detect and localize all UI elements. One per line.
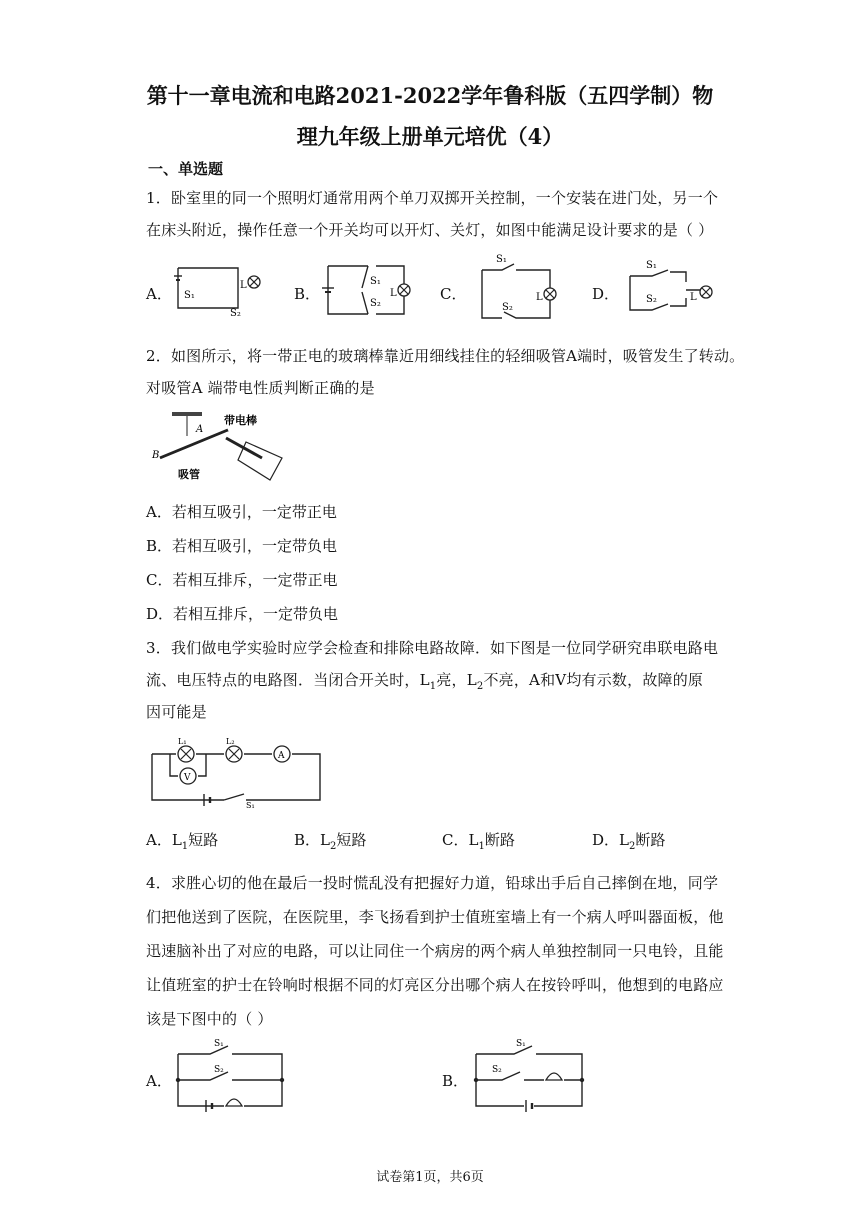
q2-text-line2: 对吸管A 端带电性质判断正确的是 [146, 379, 375, 397]
q1c-label-s2: S₂ [502, 302, 513, 313]
q1-text-line1: 1．卧室里的同一个照明灯通常用两个单刀双掷开关控制，一个安装在进门处，另一个 [146, 189, 719, 207]
page-title-line2: 理九年级上册单元培优（4） [296, 124, 564, 149]
q1-circuit-a [168, 258, 268, 320]
q3-label-l1: L₁ [178, 737, 187, 746]
q3-label-l2: L₂ [226, 737, 235, 746]
q1-text-line2: 在床头附近，操作任意一个开关均可以开灯、关灯，如图中能满足设计要求的是（ ） [146, 221, 714, 239]
q1-option-b[interactable]: B． [294, 285, 321, 303]
q1d-label-s2: S₂ [646, 294, 657, 305]
q1-option-c[interactable]: C． [440, 285, 467, 303]
q1d-label-s1: S₁ [646, 260, 657, 271]
section-heading: 一、单选题 [148, 160, 224, 178]
q1b-label-l: L [390, 288, 397, 299]
q2-text-line1: 2．如图所示，将一带正电的玻璃棒靠近用细线挂住的轻细吸管A端时，吸管发生了转动。 [146, 347, 745, 365]
q2-label-rod: 带电棒 [224, 414, 257, 427]
q4b-label-s2: S₂ [492, 1065, 502, 1075]
q4-text-line1: 4．求胜心切的他在最后一投时慌乱没有把握好力道，铅球出手后自己摔倒在地，同学 [146, 874, 719, 892]
q1b-label-s2: S₂ [370, 298, 381, 309]
q1c-label-s1: S₁ [496, 254, 507, 265]
q2-option-b[interactable]: B．若相互吸引，一定带负电 [146, 537, 338, 555]
q2-option-d[interactable]: D．若相互排斥，一定带负电 [146, 605, 339, 623]
q4a-label-s2: S₂ [214, 1065, 224, 1075]
q3-option-d[interactable]: D．$L_2$断路 [592, 831, 666, 852]
q2-option-a[interactable]: A．若相互吸引，一定带正电 [146, 503, 337, 521]
q4-text-line2: 们把他送到了医院，在医院里，李飞扬看到护士值班室墙上有一个病人呼叫器面板，他 [146, 908, 724, 926]
q2-label-b: B [152, 450, 160, 461]
q1d-label-l: L [690, 292, 697, 303]
q1b-label-s1: S₁ [370, 276, 381, 287]
q3-option-a[interactable]: A．$L_1$短路 [146, 831, 219, 852]
q3-label-s: S₁ [246, 801, 255, 808]
page-title-line1: 第十一章电流和电路2021-2022学年鲁科版（五四学制）物 [146, 83, 714, 108]
q4b-label-s1: S₁ [516, 1039, 526, 1049]
q1-circuit-c [472, 252, 572, 326]
q1-option-a[interactable]: A． [146, 285, 172, 303]
q1-circuit-b [318, 258, 418, 320]
q1a-label-s1: S₁ [184, 290, 195, 301]
q4-option-b[interactable]: B． [442, 1072, 469, 1090]
q4-circuit-b [468, 1036, 598, 1116]
q3-option-b[interactable]: B．$L_2$短路 [294, 831, 367, 852]
q3-text-line3: 因可能是 [146, 703, 207, 721]
q1-option-d[interactable]: D． [592, 285, 620, 303]
q4a-label-s1: S₁ [214, 1039, 224, 1049]
q1a-label-l: L [240, 280, 247, 291]
q3-option-c[interactable]: C．$L_1$断路 [442, 831, 515, 852]
q2-straw-figure [150, 408, 290, 484]
q4-text-line4: 让值班室的护士在铃响时根据不同的灯亮区分出哪个病人在按铃呼叫，他想到的电路应 [146, 976, 724, 994]
q1a-label-s2: S₂ [230, 308, 241, 319]
q3-voltmeter-label: V [184, 773, 191, 783]
page-footer: 试卷第1页，共6页 [376, 1170, 484, 1185]
q4-circuit-a [170, 1036, 290, 1116]
q4-option-a[interactable]: A． [146, 1072, 172, 1090]
q1c-label-l: L [536, 292, 543, 303]
q3-text-line2: 流、电压特点的电路图．当闭合开关时，$L_1$亮，$L_2$不亮，A和V均有示数，故障的原 [146, 671, 704, 692]
q4-text-line3: 迅速脑补出了对应的电路，可以让同住一个病房的两个病人单独控制同一只电铃，且能 [146, 942, 724, 960]
q2-option-c[interactable]: C．若相互排斥，一定带正电 [146, 571, 338, 589]
q1-circuit-d [624, 258, 724, 322]
q3-ammeter-label: A [278, 751, 285, 761]
q2-label-a: A [196, 424, 204, 435]
q2-label-tube: 吸管 [178, 468, 200, 481]
q4-text-line5: 该是下图中的（ ） [146, 1010, 273, 1028]
q3-text-line1: 3．我们做电学实验时应学会检查和排除电路故障．如下图是一位同学研究串联电路电 [146, 639, 719, 657]
q3-circuit [148, 734, 328, 808]
